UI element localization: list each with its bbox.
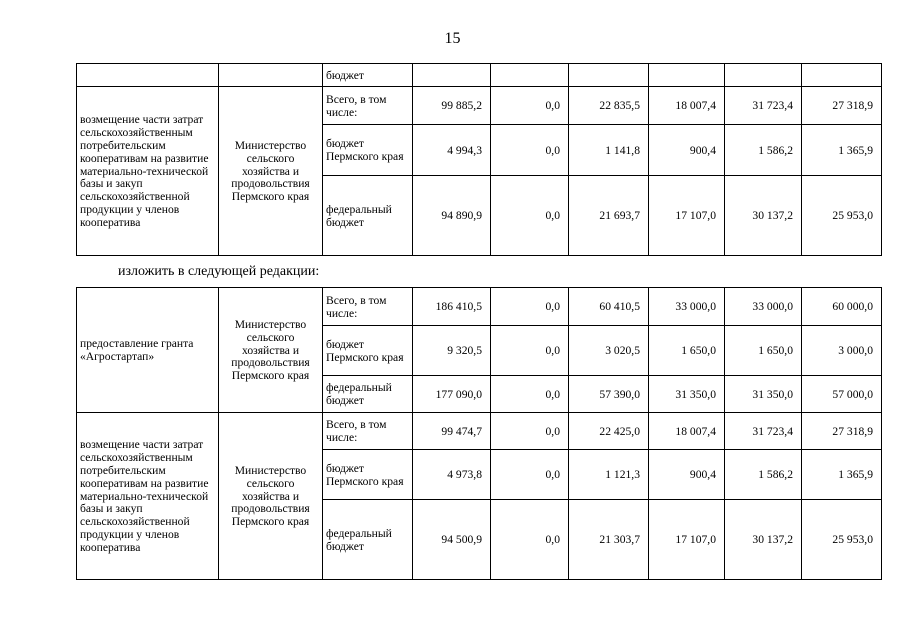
empty-cell	[491, 64, 569, 87]
table-row-partial	[77, 64, 882, 87]
amount-cell: 31 723,4	[725, 87, 802, 125]
amount-cell: 31 350,0	[725, 376, 802, 413]
funding-source-cell: бюджет Пермского края	[323, 450, 413, 500]
empty-cell	[802, 64, 882, 87]
amount-total-cell: 9 320,5	[413, 326, 491, 376]
funding-source-cell: федеральный бюджет	[323, 500, 413, 580]
amount-cell: 1 121,3	[569, 450, 649, 500]
amount-cell: 22 425,0	[569, 413, 649, 450]
amount-cell: 22 835,5	[569, 87, 649, 125]
amount-cell: 1 650,0	[649, 326, 725, 376]
amount-cell: 1 141,8	[569, 125, 649, 176]
empty-cell	[219, 64, 323, 87]
amount-cell: 18 007,4	[649, 413, 725, 450]
table-row	[77, 87, 882, 125]
empty-cell	[649, 64, 725, 87]
amount-cell: 0,0	[491, 413, 569, 450]
amount-total-cell: 99 885,2	[413, 87, 491, 125]
funding-source-cell: Всего, в том числе:	[323, 87, 413, 125]
program-name-cell: возмещение части затрат сельскохозяйственным потребительским кооперативам на развитие материально-технической базы и закуп сельскохозяйственной продукции у членов кооператива	[77, 413, 219, 580]
amount-cell: 0,0	[491, 326, 569, 376]
amount-total-cell: 186 410,5	[413, 288, 491, 326]
amount-cell: 0,0	[491, 288, 569, 326]
amount-cell: 1 365,9	[802, 125, 882, 176]
amount-cell: 0,0	[491, 450, 569, 500]
amount-cell: 0,0	[491, 376, 569, 413]
budget-table-revised	[76, 287, 882, 580]
amount-cell: 1 650,0	[725, 326, 802, 376]
amount-cell: 27 318,9	[802, 87, 882, 125]
amount-total-cell: 99 474,7	[413, 413, 491, 450]
amount-cell: 31 723,4	[725, 413, 802, 450]
amount-cell: 900,4	[649, 125, 725, 176]
page-number: 15	[444, 30, 461, 47]
amount-cell: 33 000,0	[725, 288, 802, 326]
amount-cell: 900,4	[649, 450, 725, 500]
budget-table-original	[76, 63, 882, 256]
amount-cell: 0,0	[491, 87, 569, 125]
amount-cell: 30 137,2	[725, 176, 802, 256]
amount-cell: 25 953,0	[802, 176, 882, 256]
amount-cell: 21 693,7	[569, 176, 649, 256]
amount-cell: 0,0	[491, 176, 569, 256]
empty-cell	[77, 64, 219, 87]
amount-total-cell: 177 090,0	[413, 376, 491, 413]
amount-cell: 1 586,2	[725, 125, 802, 176]
amount-cell: 57 000,0	[802, 376, 882, 413]
amount-cell: 30 137,2	[725, 500, 802, 580]
amount-cell: 27 318,9	[802, 413, 882, 450]
amount-cell: 0,0	[491, 125, 569, 176]
amount-total-cell: 4 994,3	[413, 125, 491, 176]
amount-cell: 18 007,4	[649, 87, 725, 125]
amount-total-cell: 4 973,8	[413, 450, 491, 500]
amount-cell: 1 365,9	[802, 450, 882, 500]
program-name-cell: возмещение части затрат сельскохозяйственным потребительским кооперативам на развитие материально-технической базы и закуп сельскохозяйственной продукции у членов кооператива	[77, 87, 219, 256]
executor-cell: Министерство сельского хозяйства и продовольствия Пермского края	[219, 413, 323, 580]
funding-source-cell: Всего, в том числе:	[323, 288, 413, 326]
amount-cell: 1 586,2	[725, 450, 802, 500]
amount-cell: 3 020,5	[569, 326, 649, 376]
amount-cell: 3 000,0	[802, 326, 882, 376]
funding-source-cell: федеральный бюджет	[323, 376, 413, 413]
amendment-intro-text: изложить в следующей редакции:	[118, 264, 320, 279]
table-row	[77, 413, 882, 450]
table-row	[77, 288, 882, 326]
amount-cell: 31 350,0	[649, 376, 725, 413]
amount-cell: 25 953,0	[802, 500, 882, 580]
amount-cell: 60 410,5	[569, 288, 649, 326]
amount-cell: 17 107,0	[649, 500, 725, 580]
amount-cell: 0,0	[491, 500, 569, 580]
amount-total-cell: 94 500,9	[413, 500, 491, 580]
program-name-cell: предоставление гранта «Агростартап»	[77, 288, 219, 413]
amount-cell: 21 303,7	[569, 500, 649, 580]
amount-total-cell: 94 890,9	[413, 176, 491, 256]
funding-source-cell: бюджет Пермского края	[323, 125, 413, 176]
empty-cell	[725, 64, 802, 87]
funding-source-cell: Всего, в том числе:	[323, 413, 413, 450]
executor-cell: Министерство сельского хозяйства и продовольствия Пермского края	[219, 87, 323, 256]
empty-cell	[569, 64, 649, 87]
funding-source-cell: бюджет	[323, 64, 413, 87]
executor-cell: Министерство сельского хозяйства и продовольствия Пермского края	[219, 288, 323, 413]
amount-cell: 33 000,0	[649, 288, 725, 326]
empty-cell	[413, 64, 491, 87]
amount-cell: 57 390,0	[569, 376, 649, 413]
funding-source-cell: бюджет Пермского края	[323, 326, 413, 376]
amount-cell: 60 000,0	[802, 288, 882, 326]
amount-cell: 17 107,0	[649, 176, 725, 256]
funding-source-cell: федеральный бюджет	[323, 176, 413, 256]
